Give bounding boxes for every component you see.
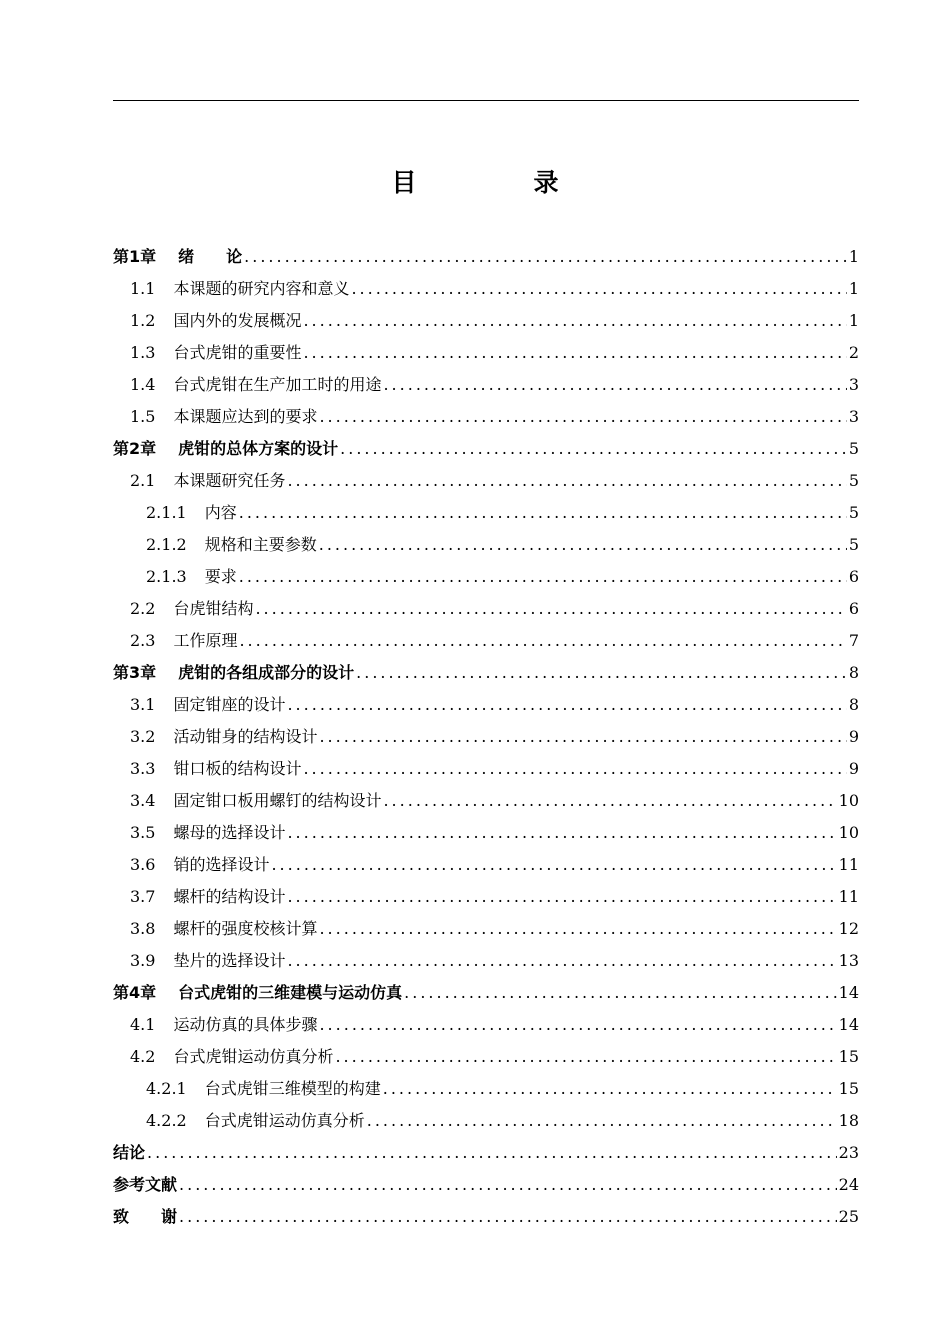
toc-entry[interactable] (113, 465, 859, 497)
toc-entry-page: 3 (848, 375, 859, 394)
toc-entry[interactable] (113, 529, 859, 561)
toc-entry[interactable] (113, 337, 859, 369)
toc-entry[interactable] (113, 977, 859, 1009)
toc-entry[interactable] (113, 881, 859, 913)
toc-entry-page: 5 (848, 439, 859, 458)
toc-entry-number: 2.1.2 (146, 535, 187, 554)
toc-entry[interactable] (113, 689, 859, 721)
toc-leader-dots (319, 913, 836, 945)
toc-leader-dots (179, 1201, 837, 1233)
toc-entry-page: 10 (838, 791, 859, 810)
toc-entry-title: 台式虎钳运动仿真分析 (173, 1047, 334, 1066)
toc-leader-dots (383, 785, 836, 817)
toc-entry-title: 运动仿真的具体步骤 (173, 1015, 318, 1034)
toc-entry[interactable] (113, 785, 859, 817)
toc-entry-number: 3.4 (130, 791, 156, 810)
toc-entry-number: 2.2 (130, 599, 156, 618)
toc-entry-page: 15 (838, 1047, 859, 1066)
toc-entry-title: 本课题的研究内容和意义 (173, 279, 350, 298)
toc-entry-number: 1.5 (130, 407, 156, 426)
toc-entry-page: 24 (838, 1175, 859, 1194)
toc-entry-number: 1.4 (130, 375, 156, 394)
toc-entry[interactable] (113, 1009, 859, 1041)
toc-entry-number: 3.3 (130, 759, 156, 778)
toc-leader-dots (319, 1009, 836, 1041)
toc-entry-title: 本课题研究任务 (173, 471, 286, 490)
toc-entry-number: 3.9 (130, 951, 156, 970)
toc-entry-title: 绪 论 (178, 247, 243, 266)
toc-entry-page: 6 (848, 599, 859, 618)
toc-leader-dots (404, 977, 836, 1009)
toc-entry-page: 6 (848, 567, 859, 586)
toc-entry-title: 固定钳座的设计 (173, 695, 286, 714)
toc-entry[interactable] (113, 433, 859, 465)
toc-entry-title: 垫片的选择设计 (173, 951, 286, 970)
toc-entry[interactable] (113, 721, 859, 753)
toc-entry-number: 3.7 (130, 887, 156, 906)
toc-entry-number: 第2章 (113, 439, 157, 458)
toc-entry-number: 2.1.1 (146, 503, 187, 522)
toc-leader-dots (303, 305, 846, 337)
toc-leader-dots (319, 529, 847, 561)
toc-leader-dots (255, 593, 846, 625)
toc-entry-page: 5 (848, 535, 859, 554)
toc-entry-title: 台式虎钳三维模型的构建 (204, 1079, 381, 1098)
toc-entry[interactable] (113, 1073, 859, 1105)
toc-entry-number: 第3章 (113, 663, 157, 682)
toc-entry-title: 固定钳口板用螺钉的结构设计 (173, 791, 382, 810)
table-of-contents (113, 241, 859, 1233)
toc-entry[interactable] (113, 241, 859, 273)
toc-entry-page: 12 (838, 919, 859, 938)
toc-entry-title: 台式虎钳的重要性 (173, 343, 302, 362)
toc-leader-dots (287, 945, 836, 977)
toc-entry-title: 螺母的选择设计 (173, 823, 286, 842)
toc-leader-dots (287, 465, 846, 497)
toc-entry-number: 第4章 (113, 983, 157, 1002)
toc-entry-title: 工作原理 (173, 631, 238, 650)
toc-entry[interactable] (113, 817, 859, 849)
toc-entry-title: 螺杆的强度校核计算 (173, 919, 318, 938)
toc-entry-page: 14 (838, 1015, 859, 1034)
toc-entry-title: 内容 (204, 503, 237, 522)
toc-entry-number: 3.1 (130, 695, 156, 714)
toc-entry[interactable] (113, 625, 859, 657)
toc-entry[interactable] (113, 849, 859, 881)
page-title: 目 录 (391, 168, 605, 197)
toc-entry-title: 虎钳的总体方案的设计 (178, 439, 339, 458)
toc-entry-title: 虎钳的各组成部分的设计 (178, 663, 355, 682)
toc-entry-number: 4.2 (130, 1047, 156, 1066)
toc-leader-dots (287, 817, 836, 849)
toc-entry[interactable] (113, 945, 859, 977)
toc-leader-dots (303, 337, 846, 369)
toc-entry-title: 致 谢 (113, 1207, 178, 1226)
toc-leader-dots (239, 497, 847, 529)
toc-entry-page: 18 (838, 1111, 859, 1130)
toc-leader-dots (319, 721, 846, 753)
toc-entry-title: 销的选择设计 (173, 855, 270, 874)
toc-entry-number: 3.6 (130, 855, 156, 874)
toc-entry-title: 台式虎钳运动仿真分析 (204, 1111, 365, 1130)
toc-entry-number: 2.1.3 (146, 567, 187, 586)
toc-entry[interactable] (113, 369, 859, 401)
toc-entry-page: 25 (838, 1207, 859, 1226)
toc-leader-dots (147, 1137, 837, 1169)
toc-entry-page: 1 (848, 311, 859, 330)
toc-entry-number: 3.5 (130, 823, 156, 842)
toc-entry-title: 国内外的发展概况 (173, 311, 302, 330)
toc-entry-page: 1 (848, 247, 859, 266)
toc-entry[interactable] (113, 273, 859, 305)
toc-leader-dots (271, 849, 836, 881)
toc-entry-title: 参考文献 (113, 1175, 178, 1194)
toc-entry-title: 活动钳身的结构设计 (173, 727, 318, 746)
toc-entry-title: 台式虎钳的三维建模与运动仿真 (178, 983, 403, 1002)
toc-entry-page: 5 (848, 503, 859, 522)
toc-entry-page: 2 (848, 343, 859, 362)
toc-entry-title: 规格和主要参数 (204, 535, 317, 554)
toc-entry[interactable] (113, 1201, 859, 1233)
toc-entry[interactable] (113, 1041, 859, 1073)
toc-entry-title: 要求 (204, 567, 237, 586)
toc-entry-number: 4.2.2 (146, 1111, 187, 1130)
toc-entry-page: 7 (848, 631, 859, 650)
toc-entry[interactable] (113, 561, 859, 593)
toc-entry-page: 11 (838, 855, 859, 874)
toc-entry-number: 1.3 (130, 343, 156, 362)
toc-entry-page: 1 (848, 279, 859, 298)
toc-leader-dots (287, 689, 846, 721)
toc-entry-number: 3.2 (130, 727, 156, 746)
toc-leader-dots (287, 881, 836, 913)
toc-entry-page: 11 (838, 887, 859, 906)
toc-entry-page: 15 (838, 1079, 859, 1098)
toc-entry[interactable] (113, 1169, 859, 1201)
toc-entry-page: 9 (848, 727, 859, 746)
toc-entry-title: 钳口板的结构设计 (173, 759, 302, 778)
toc-entry-page: 13 (838, 951, 859, 970)
toc-entry-page: 8 (848, 695, 859, 714)
toc-entry-title: 结论 (113, 1143, 146, 1162)
toc-entry-title: 台式虎钳在生产加工时的用途 (173, 375, 382, 394)
toc-entry[interactable] (113, 1137, 859, 1169)
toc-entry[interactable] (113, 913, 859, 945)
toc-entry[interactable] (113, 497, 859, 529)
toc-leader-dots (303, 753, 846, 785)
toc-entry-page: 14 (838, 983, 859, 1002)
toc-entry-number: 1.2 (130, 311, 156, 330)
toc-entry[interactable] (113, 1105, 859, 1137)
toc-leader-dots (340, 433, 847, 465)
header-rule (113, 100, 859, 101)
toc-entry-number: 第1章 (113, 247, 157, 266)
toc-leader-dots (319, 401, 846, 433)
toc-entry-number: 2.1 (130, 471, 156, 490)
toc-entry-number: 4.2.1 (146, 1079, 187, 1098)
toc-leader-dots (351, 273, 846, 305)
toc-entry[interactable] (113, 593, 859, 625)
toc-entry[interactable] (113, 401, 859, 433)
toc-entry-number: 4.1 (130, 1015, 156, 1034)
toc-leader-dots (335, 1041, 836, 1073)
toc-leader-dots (239, 625, 846, 657)
toc-entry-page: 23 (838, 1143, 859, 1162)
toc-entry-page: 5 (848, 471, 859, 490)
toc-entry-title: 台虎钳结构 (173, 599, 254, 618)
toc-leader-dots (244, 241, 847, 273)
toc-leader-dots (383, 1073, 837, 1105)
toc-leader-dots (356, 657, 847, 689)
toc-leader-dots (367, 1105, 837, 1137)
toc-entry-title: 本课题应达到的要求 (173, 407, 318, 426)
toc-entry[interactable] (113, 305, 859, 337)
toc-entry-page: 10 (838, 823, 859, 842)
toc-entry-page: 9 (848, 759, 859, 778)
toc-entry-number: 1.1 (130, 279, 156, 298)
toc-leader-dots (179, 1169, 837, 1201)
toc-leader-dots (383, 369, 846, 401)
toc-entry-page: 8 (848, 663, 859, 682)
toc-leader-dots (239, 561, 847, 593)
toc-entry[interactable] (113, 753, 859, 785)
toc-entry-page: 3 (848, 407, 859, 426)
toc-entry-number: 2.3 (130, 631, 156, 650)
toc-entry-number: 3.8 (130, 919, 156, 938)
toc-entry-title: 螺杆的结构设计 (173, 887, 286, 906)
toc-entry[interactable] (113, 657, 859, 689)
